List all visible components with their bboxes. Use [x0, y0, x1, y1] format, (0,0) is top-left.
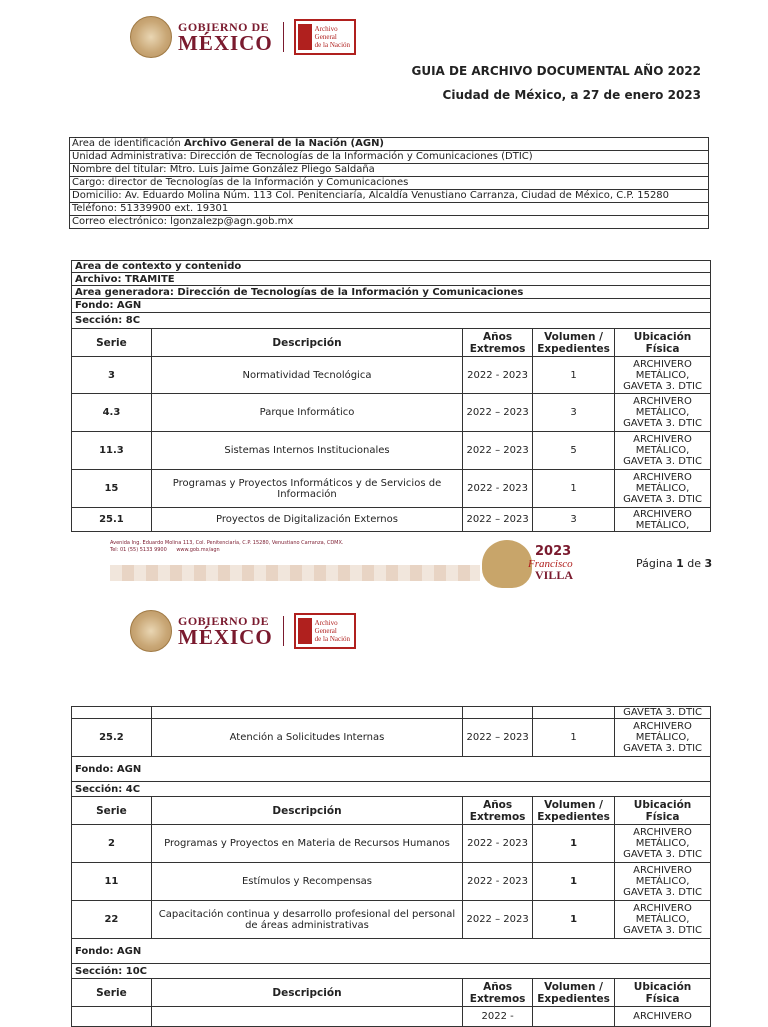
- mexico-seal-icon: [130, 610, 172, 652]
- table-row: 11.3 Sistemas Internos Institucionales 2022 – 2023 5 ARCHIVERO METÁLICO, GAVETA 3. DTIC: [72, 432, 711, 470]
- table-row: 3 Normatividad Tecnológica 2022 - 2023 1 ARCHIVERO METÁLICO, GAVETA 3. DTIC: [72, 357, 711, 394]
- footer-pattern: [110, 565, 480, 581]
- logo-divider: [283, 22, 284, 52]
- header-logo: [130, 16, 356, 58]
- gobierno-mexico-logo: GOBIERNO DE MÉXICO: [178, 19, 273, 55]
- table-row: 2022 - ARCHIVERO: [72, 1007, 711, 1027]
- document-date: Ciudad de México, a 27 de enero 2023: [442, 88, 701, 102]
- francisco-villa-portrait-icon: [482, 540, 532, 588]
- mexico-seal-icon: [130, 16, 172, 58]
- page-number: Página 1 de 3: [636, 557, 713, 570]
- table-row: 25.1 Proyectos de Digitalización Externos 2022 – 2023 3 ARCHIVERO METÁLICO,: [72, 508, 711, 532]
- table-row: 22 Capacitación continua y desarrollo profesional del personal de áreas administrativas 2022 – 2023 1 ARCHIVERO METÁLICO, GAVETA 3. DTIC: [72, 901, 711, 939]
- context-table-8c: Area de contexto y contenido Archivo: TRAMITE Area generadora: Dirección de Tecnologías de la Información y Comunicaciones Fondo: AGN Sección: 8C Serie Descripción Años Extremos Volumen / Expedientes Ubicación Física 3 Normatividad Tecnológica 2022 - 2023 1 ARCHIVERO METÁLICO, GAVETA 3. DTIC 4.3 Parque Informático 2022 – 2023 3 ARCHIVERO METÁLICO, GAVETA 3. DTIC 11.3 Sistemas Internos Institucionales 2022 – 2023 5 ARCHIVERO METÁLICO, GAVETA 3. DTIC 15 Programas y Proyectos Informáticos y de Servicios de Información 2022 - 2023 1 ARCHIVERO METÁLICO, GAVETA 3. DTIC 25.1 Proyectos de Digitalización Externos 2022 – 2023 3 ARCHIVERO METÁLICO,: [71, 260, 711, 532]
- page-footer: Avenida Ing. Eduardo Molina 113, Col. Penitenciaría, C.P. 15280, Venustiano Carranza, CDMX. Tel: 01 (55) 5133 9900 www.gob.mx/agn 2023 Francisco VILLA: [110, 540, 590, 590]
- agn-mark-icon: [298, 24, 312, 50]
- context-table-continued: GAVETA 3. DTIC 25.2 Atención a Solicitudes Internas 2022 – 2023 1 ARCHIVERO METÁLICO, GAVETA 3. DTIC Fondo: AGN Sección: 4C Serie Descripción Años Extremos Volumen / Expedientes Ubicación Física 2 Programas y Proyectos en Materia de Recursos Humanos 2022 - 2023 1 ARCHIVERO METÁLICO, GAVETA 3. DTIC 11 Estímulos y Recompensas 2022 - 2023 1 ARCHIVERO METÁLICO, GAVETA 3. DTIC 22 Capacitación continua y desarrollo profesional del personal de áreas administrativas 2022 – 2023 1 ARCHIVERO METÁLICO, GAVETA 3. DTIC Fondo: AGN Sección: 10C Serie Descripción Años Extremos Volumen / Expedientes Ubicación Física 2022 - ARCHIVERO: [71, 706, 711, 1027]
- table-row: 11 Estímulos y Recompensas 2022 - 2023 1 ARCHIVERO METÁLICO, GAVETA 3. DTIC: [72, 863, 711, 901]
- agn-logo: Archivo General de la Nación: [294, 19, 356, 55]
- table-row: 15 Programas y Proyectos Informáticos y de Servicios de Información 2022 - 2023 1 ARCHIVERO METÁLICO, GAVETA 3. DTIC: [72, 470, 711, 508]
- header-logo-page2: GOBIERNO DE MÉXICO Archivo General de la Nación: [130, 610, 356, 652]
- table-row: 4.3 Parque Informático 2022 – 2023 3 ARCHIVERO METÁLICO, GAVETA 3. DTIC: [72, 394, 711, 432]
- document-title: GUIA DE ARCHIVO DOCUMENTAL AÑO 2022: [411, 64, 701, 78]
- identification-table: Área de identificación Archivo General de la Nación (AGN) Unidad Administrativa: Dirección de Tecnologías de la Información y Comunicaciones (DTIC) Nombre del titular: Mtro. Luis Jaime González Pliego Saldaña Cargo: director de Tecnologías de la Información y Comunicaciones Domicilio: Av. Eduardo Molina Núm. 113 Col. Penitenciaría, Alcaldía Venustiano Carranza, Ciudad de México, C.P. 15280 Teléfono: 51339900 ext. 19301 Correo electrónico: lgonzalezp@agn.gob.mx: [69, 137, 709, 229]
- table-row: 2 Programas y Proyectos en Materia de Recursos Humanos 2022 - 2023 1 ARCHIVERO METÁLICO, GAVETA 3. DTIC: [72, 825, 711, 863]
- agn-logo: Archivo General de la Nación: [294, 613, 356, 649]
- agn-mark-icon: [298, 618, 312, 644]
- table-row: 25.2 Atención a Solicitudes Internas 2022 – 2023 1 ARCHIVERO METÁLICO, GAVETA 3. DTIC: [72, 719, 711, 757]
